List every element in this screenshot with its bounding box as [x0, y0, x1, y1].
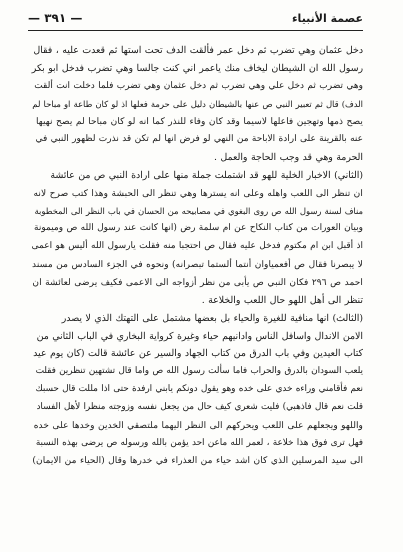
page-header — [28, 6, 363, 30]
text-line: قلت نعم قال فاذهبي) فليت شعري كيف حال من يجعل نفسه وزوجته منظرا لأهل الفساد — [36, 401, 363, 412]
text-line: وهي تضرب ثم دخل علي وهي تضرب ثم دخل عثمان وهي تضرب فلما دخلت انت ألقت — [34, 80, 363, 91]
text-line: يلعب السودان بالدرق والحراب فاما سألت رسول الله ص واما قال تشتهين تنظرين فقلت — [35, 366, 363, 377]
text-line: الحرمة وهي قد وجب الحاجة والعمل . — [213, 152, 363, 164]
text-line: دخل عثمان وهي تضرب ثم دخل عمر فألقت الدف تحت استها ثم قعدت عليه ، فقال — [33, 45, 363, 56]
text-line: الدف) قال ثم تعبير النبي ص عنها بالشيطان دليل على حرمة فعلها اذ لو كان طاعة او مباحا لم — [32, 98, 363, 109]
text-line: فهل ترى فوق هذا خلاعة ، لعمر الله ماعن احد يؤمن بالله ورسوله ص يرضى بهذه النسبة — [35, 437, 363, 448]
text-line: اذ أقبل ابن ام مكتوم فدخل عليه فقال ص احتجبا منه فقلت يارسول الله أليس هو اعمى — [31, 241, 363, 252]
text-line: رسول الله ان الشيطان ليخاف منك ياعمر اني كنت جالسا وهي تضرب فدخل ابو بكر — [31, 62, 363, 74]
text-line: عنه بالقرينة على ارادة الاباحة من النهي لو فرض انها لم تكن قد نذرت لظهور النبي في — [35, 134, 363, 145]
running-title: عصمة الأنبياء — [291, 12, 363, 25]
text-line: الى سيد المرسلين الذي كان اشد حياء من العذراء في خدرها وقال (الحياء من الايمان) — [32, 455, 363, 467]
text-line: كتاب العيدين وفي باب الدرق من كتاب الجهاد والسير عن عائشة قالت (كان يوم عيد — [33, 348, 363, 360]
text-line: مناف لسنة رسول الله ص روى البغوي في مصابيحه من الحسان في باب النظر الى المخطوبة — [34, 205, 363, 216]
text-line: الامن الاندال واسافل الناس وادانيهم حياء وغيرة كرواية البخاري في الباب الثاني من — [36, 330, 363, 342]
text-line: نعم فأقامني وراءه خدي على خده وهو يقول دونكم يابني ارفدة حتى اذا مللت قال حسبك — [35, 384, 363, 395]
header-rule — [28, 30, 363, 31]
text-line: (الثالث) انها منافية للغيرة والحياء بل بعضها مشتمل على التهتك الذي لا يصدر — [61, 312, 363, 324]
text-line: تنظر الى أهل اللهو حال اللعب والخلاعة . — [201, 294, 363, 306]
text-line: واللهو ويجعلهم على اللعب ويحركهم الى النظر اليهما ملتصقي الخدين وخدها على خده — [33, 419, 363, 431]
page-body-text — [30, 42, 363, 534]
text-line: لا يبصرنا فقال ص أفعمياوان أنتما ألستما تبصرانه) ونحوه في الجزء السادس من مسند — [32, 259, 363, 271]
text-line: ان تنظر الى اللعب واهله وعلى انه يسترها وهي تنظر الى الحبشة وهذا كتب صرح لانه — [33, 187, 363, 199]
text-line: احمد ص ٢٩٦ فكان النبي ص يأبى من نظر أزواجه الى الاعمى فكيف يرضى لعائشة ان — [32, 276, 363, 288]
text-line: وبيان العورات من كتاب النكاح عن ام سلمة رض (انها كانت عند رسول الله ص وميمونة — [34, 223, 363, 234]
page-number: — ٣٩١ — — [28, 11, 83, 25]
text-line: يصح ذمها وتهجين فاعلها لاسيما وقد كان وفاء للنذر كما انه لو كان مباحا لم يصح نهيها — [35, 116, 363, 128]
text-line: (الثاني) الاخبار الخلية للهو قد اشتملت جملة منها على ارادة النبي ص من عائشة — [50, 169, 363, 181]
